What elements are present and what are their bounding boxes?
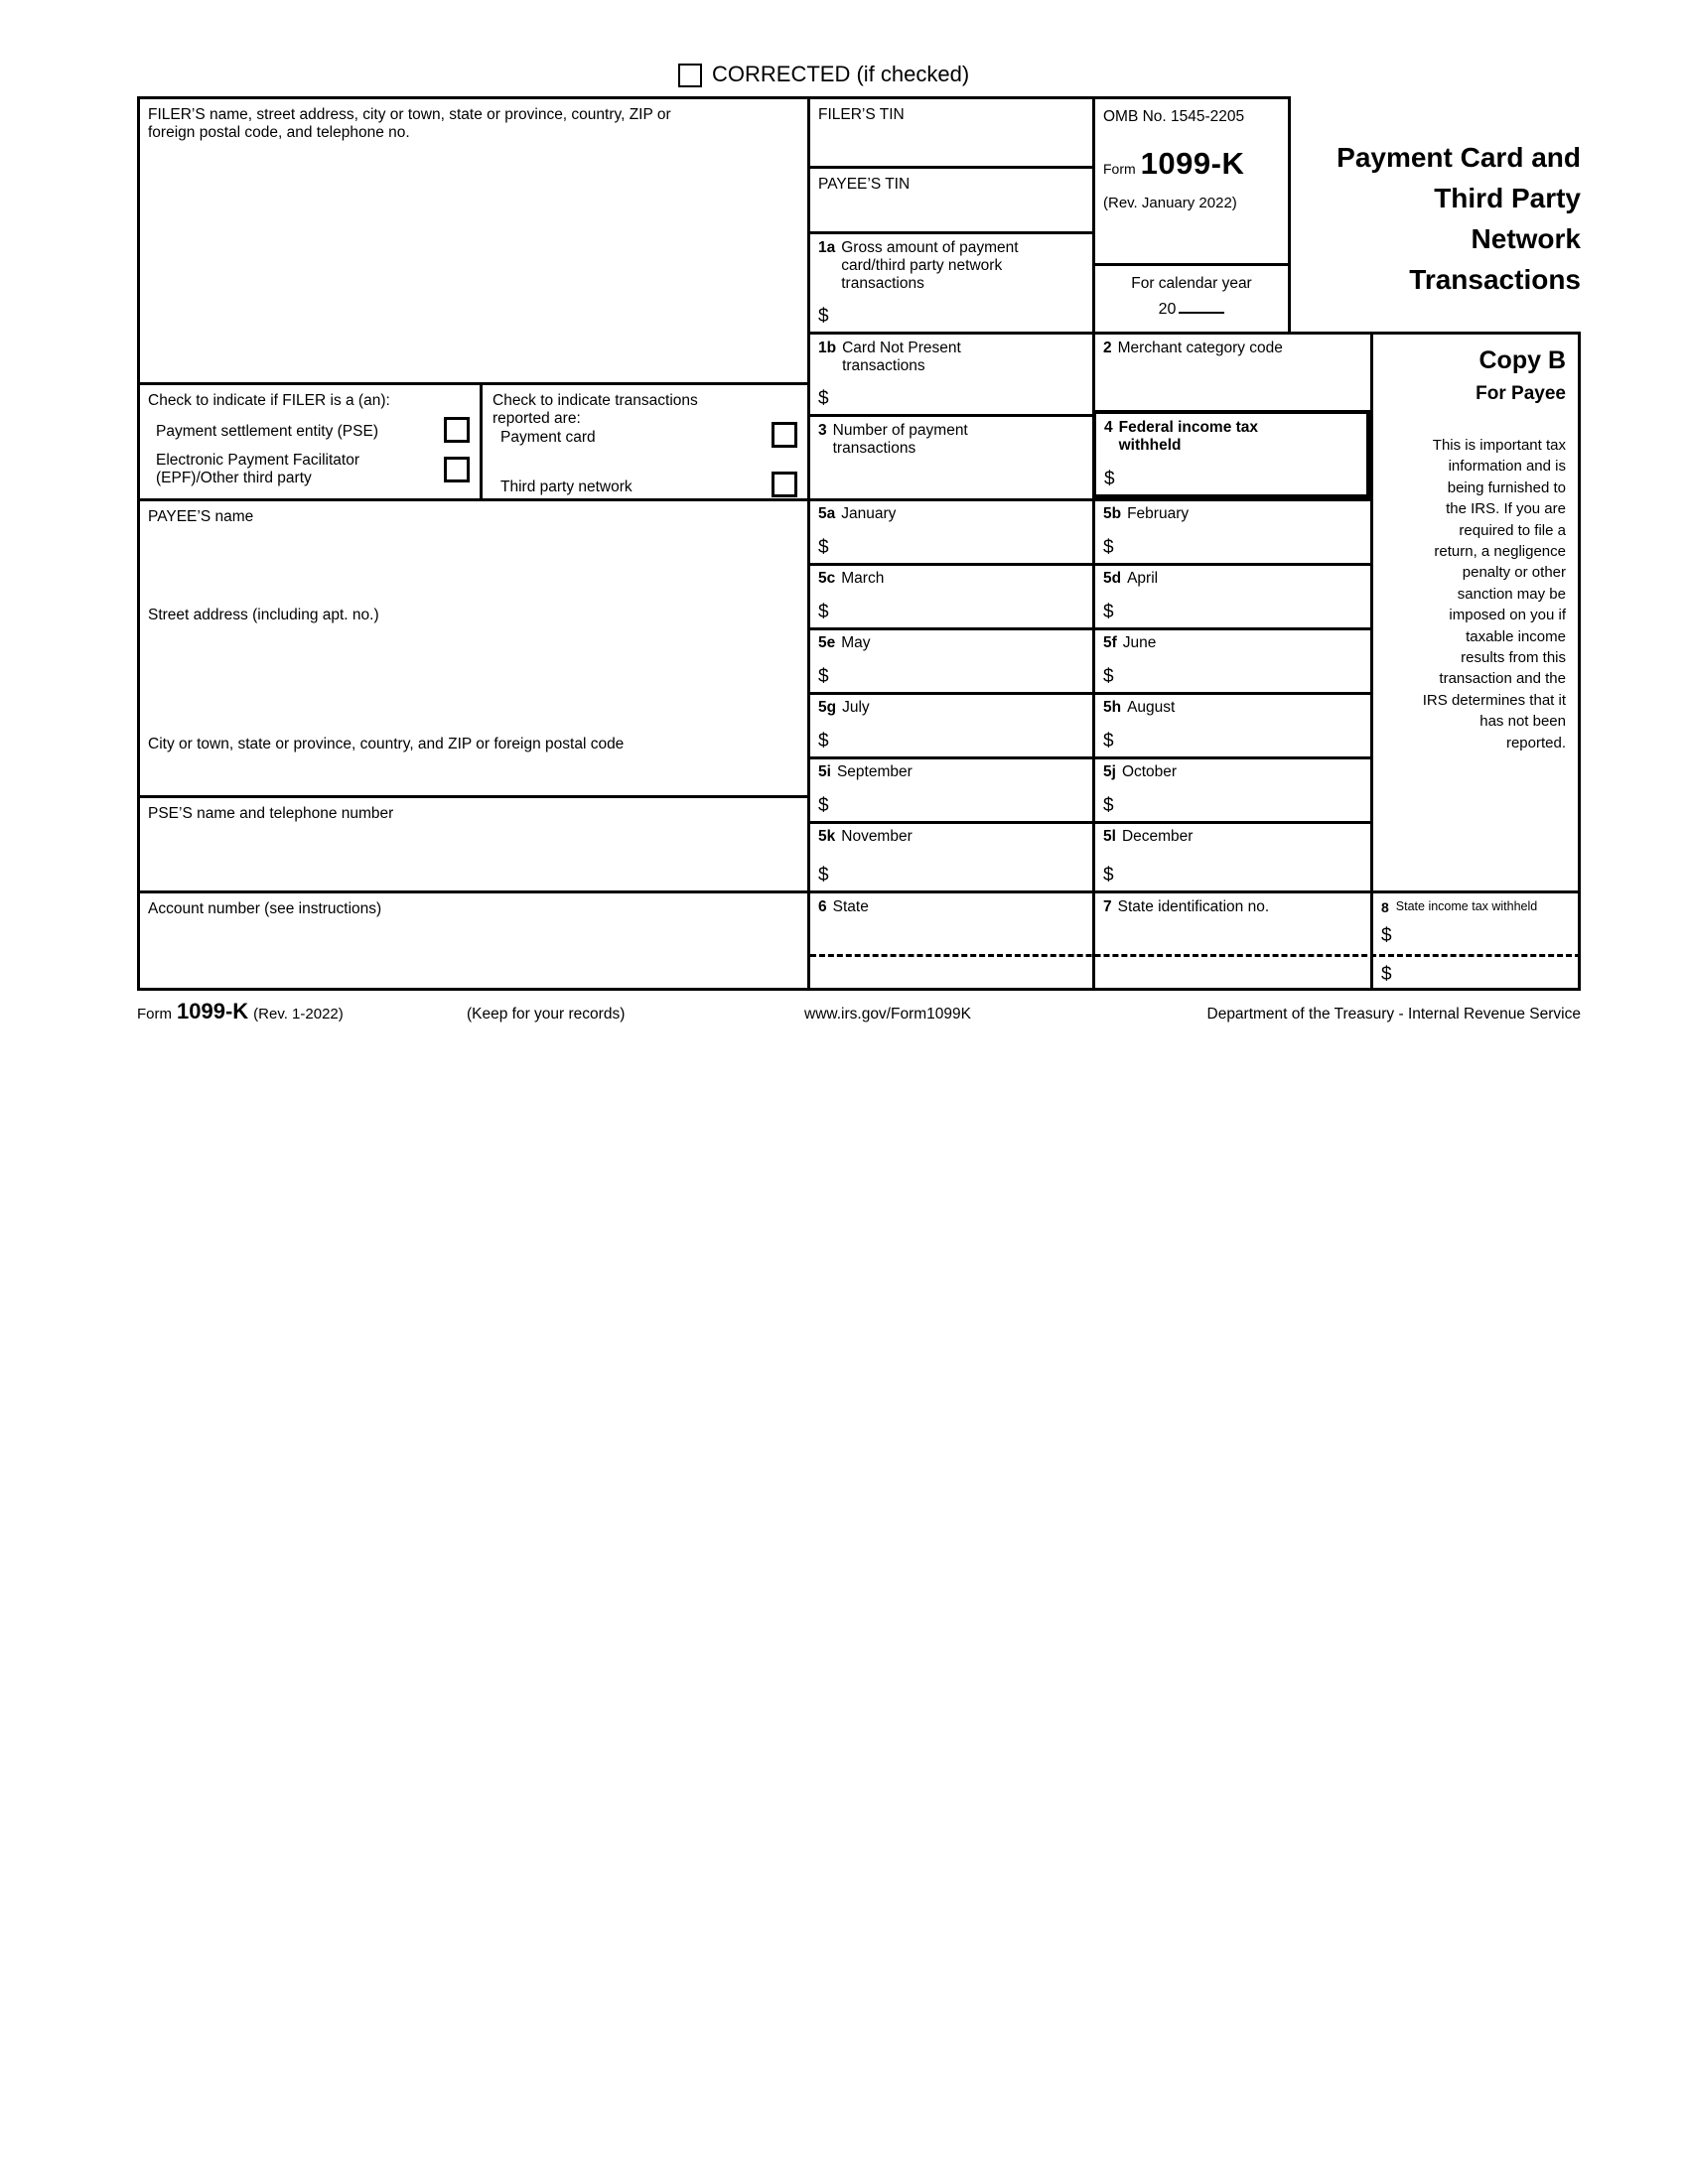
footer-irs-url: www.irs.gov/Form1099K — [804, 1006, 971, 1023]
dollar-sign: $ — [1103, 602, 1114, 622]
box-1b-label: Card Not Present transactions — [842, 340, 961, 374]
box-1a-label: Gross amount of payment card/third party network transactions — [841, 239, 1019, 292]
payee-address-block — [137, 498, 807, 795]
box-5f-number: 5f — [1103, 634, 1117, 651]
notice-line: penalty or other — [1462, 564, 1566, 582]
epf-checkbox-label: Electronic Payment Facilitator (EPF)/Other third party — [156, 452, 360, 486]
box-8-number: 8 — [1381, 899, 1389, 915]
box-5h-number: 5h — [1103, 699, 1122, 716]
street-address-label: Street address (including apt. no.) — [148, 607, 379, 623]
dollar-sign: $ — [1381, 925, 1392, 946]
box-5j-number: 5j — [1103, 763, 1116, 780]
calendar-year-field[interactable] — [1092, 263, 1291, 332]
box-2-label: Merchant category code — [1117, 340, 1283, 356]
corrected-label: CORRECTED (if checked) — [712, 62, 970, 86]
footer-form-number: 1099-K — [177, 999, 249, 1024]
box-7-state-id-field[interactable] — [1092, 890, 1370, 991]
form-revision: (Rev. January 2022) — [1103, 195, 1237, 211]
dollar-sign: $ — [1103, 795, 1114, 816]
payment-card-checkbox-label: Payment card — [500, 429, 596, 446]
box-5h-label: August — [1127, 699, 1176, 716]
dollar-sign: $ — [818, 306, 829, 327]
box-4-number: 4 — [1104, 419, 1113, 436]
dollar-sign: $ — [818, 795, 829, 816]
calendar-year-blank[interactable] — [1179, 312, 1224, 314]
box-5f-june-field[interactable] — [1092, 627, 1370, 692]
box-5l-label: December — [1121, 828, 1194, 845]
box-3-number: 3 — [818, 422, 827, 439]
form-title-line: Transactions — [1409, 264, 1581, 295]
transaction-type-section — [480, 382, 807, 498]
notice-line: sanction may be — [1457, 585, 1566, 603]
box-5j-october-field[interactable] — [1092, 756, 1370, 821]
filer-tin-label: FILER’S TIN — [818, 106, 905, 123]
form-word: Form — [1103, 161, 1136, 177]
box-5g-label: July — [842, 699, 870, 716]
dollar-sign: $ — [818, 666, 829, 687]
calendar-year-prefix: 20 — [1158, 301, 1177, 318]
notice-line: reported. — [1505, 734, 1566, 751]
box-2-merchant-category-field[interactable] — [1092, 332, 1370, 410]
notice-line: results from this — [1461, 649, 1566, 667]
for-payee-label: For Payee — [1476, 383, 1566, 404]
box-5k-number: 5k — [818, 828, 836, 845]
dollar-sign: $ — [1381, 964, 1392, 985]
dollar-sign: $ — [1103, 731, 1114, 751]
dollar-sign: $ — [818, 388, 829, 409]
third-party-checkbox[interactable] — [772, 472, 797, 497]
notice-line: imposed on you if — [1449, 607, 1566, 624]
filer-tin-field[interactable] — [807, 96, 1092, 166]
box-5k-november-field[interactable] — [807, 821, 1092, 890]
omb-number: OMB No. 1545-2205 — [1103, 108, 1245, 125]
box-1a-gross-amount-field[interactable] — [807, 231, 1092, 332]
dollar-sign: $ — [818, 537, 829, 558]
epf-checkbox[interactable] — [444, 457, 470, 482]
dollar-sign: $ — [1103, 537, 1114, 558]
box-5d-label: April — [1127, 570, 1159, 587]
box-1b-number: 1b — [818, 340, 837, 356]
box-5c-number: 5c — [818, 570, 836, 587]
notice-line: information and is — [1448, 458, 1566, 476]
state-row-dashed-divider — [810, 954, 1581, 957]
dollar-sign: $ — [818, 865, 829, 886]
account-number-label: Account number (see instructions) — [148, 900, 382, 917]
box-4-label: Federal income tax withheld — [1118, 419, 1259, 454]
notice-line: IRS determines that it — [1422, 691, 1566, 709]
footer-department: Department of the Treasury - Internal Revenue Service — [1206, 1006, 1581, 1023]
filer-type-section — [137, 382, 480, 498]
copy-b-label: Copy B — [1478, 346, 1566, 374]
calendar-year-label: For calendar year — [1131, 275, 1252, 292]
box-6-label: State — [832, 898, 869, 915]
box-5h-august-field[interactable] — [1092, 692, 1370, 756]
footer-form-word: Form — [137, 1006, 172, 1023]
box-5e-may-field[interactable] — [807, 627, 1092, 692]
form-title-line: Network — [1471, 223, 1581, 254]
city-state-zip-label: City or town, state or province, country, and ZIP or foreign postal code — [148, 736, 625, 752]
dollar-sign: $ — [818, 731, 829, 751]
box-6-state-field[interactable] — [807, 890, 1092, 991]
footer-keep-note: (Keep for your records) — [467, 1006, 626, 1023]
box-5g-number: 5g — [818, 699, 837, 716]
box-5d-number: 5d — [1103, 570, 1122, 587]
payee-tin-label: PAYEE’S TIN — [818, 176, 911, 193]
box-5l-december-field[interactable] — [1092, 821, 1370, 890]
notice-line: required to file a — [1459, 521, 1566, 539]
box-5f-label: June — [1122, 634, 1157, 651]
box-8-label: State income tax withheld — [1395, 899, 1538, 913]
box-5a-january-field[interactable] — [807, 498, 1092, 563]
filer-info-field[interactable] — [137, 96, 807, 382]
notice-line: taxable income — [1466, 627, 1566, 645]
box-3-number-of-transactions-field[interactable] — [807, 414, 1092, 498]
footer-form-revision: (Rev. 1-2022) — [253, 1006, 344, 1023]
box-5j-label: October — [1121, 763, 1178, 780]
box-6-number: 6 — [818, 898, 827, 915]
notice-line: has not been — [1479, 713, 1566, 731]
notice-line: return, a negligence — [1434, 543, 1566, 561]
notice-line: the IRS. If you are — [1446, 500, 1566, 518]
payment-card-checkbox[interactable] — [772, 422, 797, 448]
account-number-field[interactable] — [137, 890, 807, 991]
pse-checkbox[interactable] — [444, 417, 470, 443]
box-5c-march-field[interactable] — [807, 563, 1092, 627]
footer-form-id — [137, 999, 344, 1024]
box-8-state-tax-field[interactable] — [1370, 890, 1581, 991]
box-2-number: 2 — [1103, 340, 1112, 356]
box-5g-july-field[interactable] — [807, 692, 1092, 756]
third-party-checkbox-label: Third party network — [500, 478, 633, 495]
box-7-number: 7 — [1103, 898, 1112, 915]
payee-tin-field[interactable] — [807, 166, 1092, 231]
form-title-line: Third Party — [1434, 183, 1581, 213]
box-1b-card-not-present-field[interactable] — [807, 332, 1092, 414]
dollar-sign: $ — [1103, 666, 1114, 687]
notice-line: This is important tax — [1432, 437, 1566, 454]
box-5e-label: May — [841, 634, 871, 651]
transaction-type-heading: Check to indicate transactions reported are: — [492, 392, 698, 427]
copy-b-section — [1370, 332, 1581, 890]
box-5c-label: March — [841, 570, 885, 587]
box-5l-number: 5l — [1103, 828, 1116, 845]
box-5a-number: 5a — [818, 505, 836, 522]
box-5a-label: January — [841, 505, 897, 522]
box-3-label: Number of payment transactions — [832, 422, 968, 457]
payee-notice — [1373, 435, 1578, 753]
payee-name-field[interactable] — [140, 501, 807, 604]
box-5d-april-field[interactable] — [1092, 563, 1370, 627]
box-5k-label: November — [841, 828, 913, 845]
corrected-checkbox[interactable] — [678, 64, 702, 87]
box-7-label: State identification no. — [1117, 898, 1270, 915]
box-5b-number: 5b — [1103, 505, 1122, 522]
dollar-sign: $ — [1104, 469, 1115, 489]
payee-name-label: PAYEE’S name — [148, 508, 254, 525]
city-state-zip-field[interactable] — [140, 733, 807, 795]
notice-line: being furnished to — [1447, 478, 1566, 496]
box-5b-february-field[interactable] — [1092, 498, 1370, 563]
filer-type-heading: Check to indicate if FILER is a (an): — [148, 392, 390, 409]
filer-info-label: FILER’S name, street address, city or town, state or province, country, ZIP or foreign postal code, and telephone no. — [148, 106, 671, 141]
box-1a-number: 1a — [818, 239, 836, 256]
notice-line: transaction and the — [1439, 670, 1566, 688]
form-title — [1286, 137, 1581, 300]
form-title-line: Payment Card and — [1336, 142, 1581, 173]
pse-name-phone-field[interactable] — [137, 795, 807, 890]
omb-form-block — [1092, 96, 1291, 263]
dollar-sign: $ — [818, 602, 829, 622]
pse-checkbox-label: Payment settlement entity (PSE) — [156, 423, 378, 440]
box-4-federal-tax-withheld-field[interactable] — [1092, 410, 1370, 498]
box-5i-number: 5i — [818, 763, 831, 780]
box-5i-label: September — [836, 763, 913, 780]
box-5e-number: 5e — [818, 634, 836, 651]
dollar-sign: $ — [1103, 865, 1114, 886]
pse-name-phone-label: PSE’S name and telephone number — [148, 805, 394, 822]
box-5i-september-field[interactable] — [807, 756, 1092, 821]
street-address-field[interactable] — [140, 604, 807, 733]
form-number: 1099-K — [1140, 146, 1245, 181]
box-5b-label: February — [1127, 505, 1190, 522]
